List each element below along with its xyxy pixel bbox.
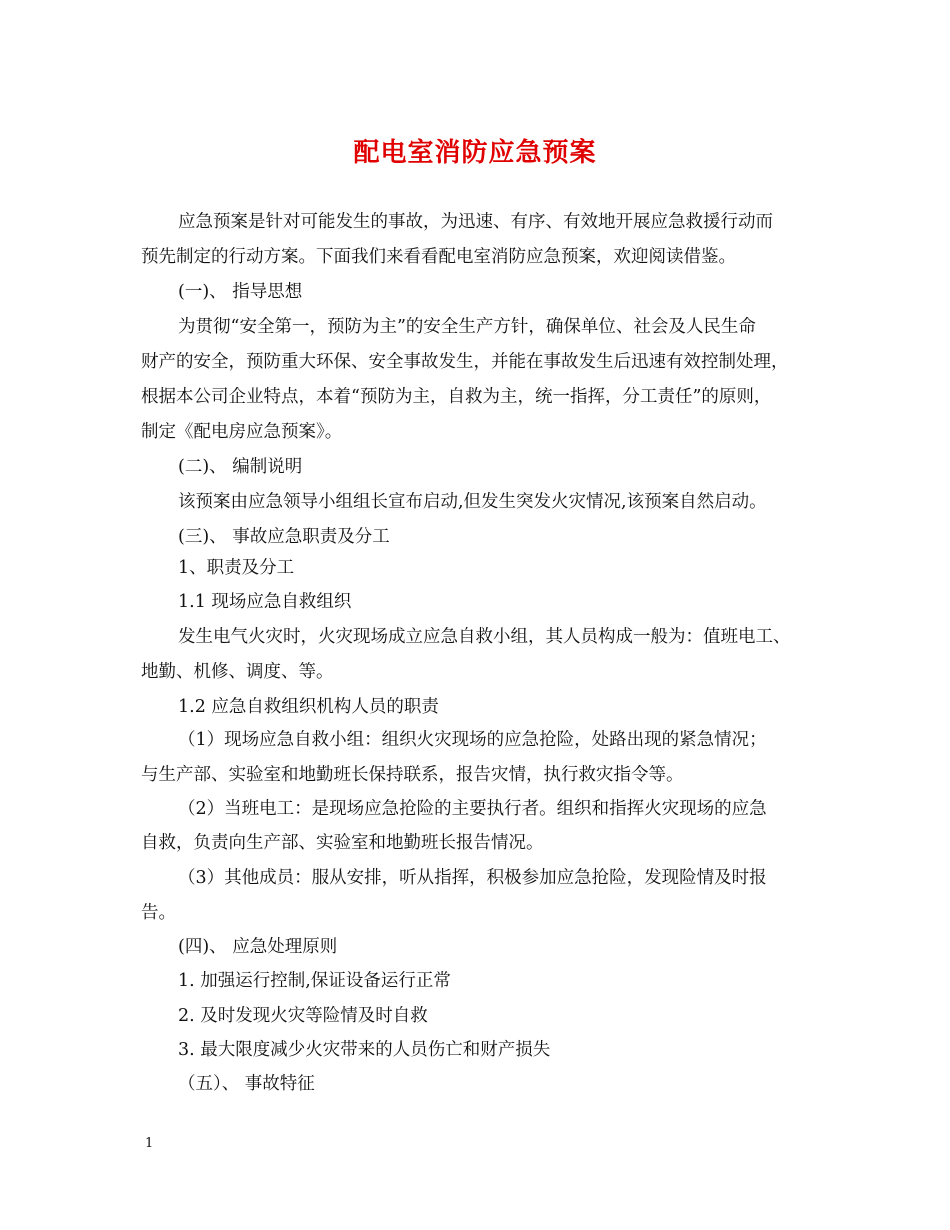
paragraph-line: 与生产部、实验室和地勤班长保持联系，报告灾情，执行救灾指令等。: [141, 765, 684, 785]
list-item: 3. 最大限度减少火灾带来的人员伤亡和财产损失: [178, 1040, 551, 1060]
paragraph-line: 自救，负责向生产部、实验室和地勤班长报告情况。: [141, 833, 544, 853]
paragraph-line: 应急预案是针对可能发生的事故，为迅速、有序、有效地开展应急救援行动而: [178, 212, 773, 232]
paragraph-line: 预先制定的行动方案。下面我们来看看配电室消防应急预案，欢迎阅读借鉴。: [141, 247, 736, 267]
paragraph-line: （3）其他成员：服从安排，听从指挥，积极参加应急抢险，发现险情及时报: [178, 868, 767, 888]
paragraph-line: 财产的安全，预防重大环保、安全事故发生，并能在事故发生后迅速有效控制处理，: [141, 352, 789, 372]
list-item: 2. 及时发现火灾等险情及时自救: [178, 1006, 428, 1026]
paragraph-line: 制定《配电房应急预案》。: [141, 422, 343, 442]
paragraph-line: （2）当班电工：是现场应急抢险的主要执行者。组织和指挥火灾现场的应急: [178, 799, 767, 819]
section-heading: (三)、 事故应急职责及分工: [178, 527, 390, 547]
subsection-heading: 1.1 现场应急自救组织: [178, 592, 352, 612]
list-item: 1. 加强运行控制,保证设备运行正常: [178, 971, 451, 991]
section-heading: (一)、 指导思想: [178, 282, 303, 302]
section-heading: (四)、 应急处理原则: [178, 937, 338, 957]
paragraph-line: 根据本公司企业特点，本着“预防为主，自救为主，统一指挥，分工责任”的原则，: [141, 387, 772, 407]
paragraph-line: （1）现场应急自救小组：组织火灾现场的应急抢险，处路出现的紧急情况；: [178, 730, 767, 750]
section-heading: (二)、 编制说明: [178, 457, 303, 477]
document-title: 配电室消防应急预案: [353, 138, 597, 168]
section-heading: （五）、 事故特征: [178, 1074, 315, 1094]
subsection-heading: 1.2 应急自救组织机构人员的职责: [178, 697, 439, 717]
subsection-heading: 1、职责及分工: [178, 558, 295, 578]
paragraph-line: 该预案由应急领导小组组长宣布启动,但发生突发火灾情况,该预案自然启动。: [178, 492, 767, 512]
paragraph-line: 地勤、机修、调度、等。: [141, 662, 334, 682]
page-number: 1: [145, 1136, 154, 1151]
paragraph-line: 发生电气火灾时，火灾现场成立应急自救小组，其人员构成一般为：值班电工、: [178, 627, 791, 647]
paragraph-line: 告。: [141, 903, 176, 923]
paragraph-line: 为贯彻“安全第一，预防为主”的安全生产方针，确保单位、社会及人民生命: [178, 317, 756, 337]
